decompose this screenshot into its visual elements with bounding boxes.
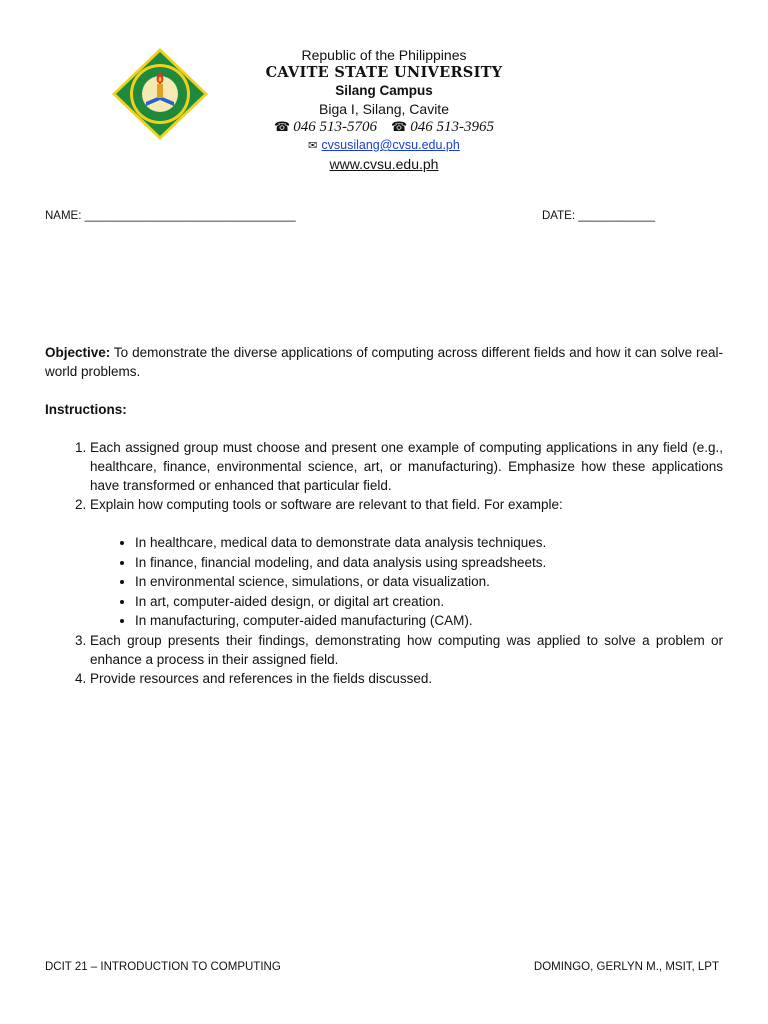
document-body <box>45 343 723 688</box>
phone-number-2: 046 513-3965 <box>410 119 494 135</box>
email-link[interactable]: cvsusilang@cvsu.edu.ph <box>321 138 460 152</box>
campus-name: Silang Campus <box>335 83 433 98</box>
name-label: NAME: <box>45 210 82 222</box>
phone-icon: ☎ <box>274 119 291 134</box>
date-field <box>542 210 655 222</box>
objective-label: Objective: <box>45 345 111 360</box>
list-item: • In finance, financial modeling, and data analysis using spreadsheets. <box>135 553 723 573</box>
footer-instructor: DOMINGO, GERLYN M., MSIT, LPT <box>533 961 719 973</box>
date-blank[interactable]: ____________ <box>578 210 655 222</box>
objective-paragraph <box>45 343 723 381</box>
university-name: CAVITE STATE UNIVERSITY <box>265 64 503 81</box>
envelope-icon: ✉ <box>308 140 318 152</box>
list-item: • In healthcare, medical data to demonstrate data analysis techniques. <box>135 533 723 553</box>
phone-line <box>214 118 554 136</box>
list-item: 2. Explain how computing tools or software are relevant to that field. For example: • In healthcare, medical data to demonstrate data analysis techniques. • In finance, financial modeling, and data analysis using spreadsheets. • In environmental science, simulations, or data visualization. • In art, computer-aided design, or digital art creation. • In manufacturing, computer-aided manufacturing (CAM). <box>90 495 723 631</box>
website-link[interactable]: www.cvsu.edu.ph <box>329 156 439 172</box>
letterhead <box>214 46 554 173</box>
campus-address: Biga I, Silang, Cavite <box>319 101 449 117</box>
republic-line: Republic of the Philippines <box>301 47 467 63</box>
list-item: 3. Each group presents their findings, demonstrating how computing was applied to solve a problem or enhance a process in their assigned field. <box>90 631 723 669</box>
instructions-heading: Instructions: <box>45 402 127 417</box>
instructions-list <box>45 438 723 688</box>
footer-course: DCIT 21 – INTRODUCTION TO COMPUTING <box>45 961 281 973</box>
name-field <box>45 210 296 222</box>
phone-icon: ☎ <box>391 119 408 134</box>
university-logo <box>110 46 210 142</box>
list-item: 4. Provide resources and references in the fields discussed. <box>90 669 723 688</box>
list-item: • In art, computer-aided design, or digital art creation. <box>135 592 723 612</box>
email-line <box>214 136 554 155</box>
list-item: 1. Each assigned group must choose and present one example of computing applications in any field (e.g., healthcare, finance, environmental science, art, or manufacturing). Emphasize how these applications have transformed or enhanced that particular field. <box>90 438 723 495</box>
date-label: DATE: <box>542 210 576 222</box>
examples-list <box>90 533 723 631</box>
phone-number-1: 046 513-5706 <box>293 119 377 135</box>
name-blank[interactable]: _________________________________ <box>84 210 296 222</box>
objective-text: To demonstrate the diverse applications of computing across different fields and how it can solve real-world problems. <box>45 345 723 379</box>
list-item: • In environmental science, simulations, or data visualization. <box>135 572 723 592</box>
list-item: • In manufacturing, computer-aided manufacturing (CAM). <box>135 611 723 631</box>
